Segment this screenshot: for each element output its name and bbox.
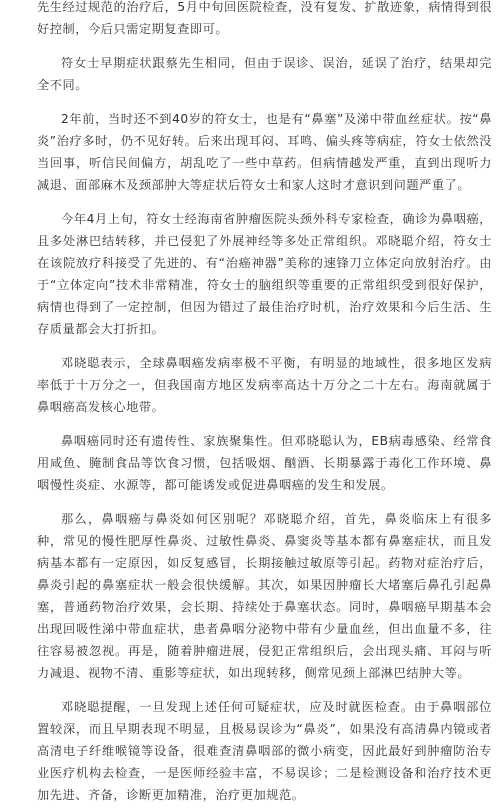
article-paragraph: 鼻咽癌同时还有遗传性、家族聚集性。但邓晓聪认为，EB病毒感染、经常食用咸鱼、腌制食品等饮食习惯，包括吸烟、酗酒、长期暴露于毒化工作环境、鼻咽慢性炎症、水源等，都可能诱发或促进鼻咽癌的发生和发展。 bbox=[37, 434, 492, 492]
article-paragraph: 邓晓聪表示，全球鼻咽癌发病率极不平衡，有明显的地域性，很多地区发病率低于十万分之一，但我国南方地区发病率高达十万分之二十左右。海南就属于鼻咽癌高发核心地带。 bbox=[37, 356, 492, 414]
article-paragraph: 先生经过规范的治疗后，5月中旬回医院检查，没有复发、扩散迹象，病情得到很好控制，今后只需定期复查即可。 bbox=[37, 0, 492, 36]
article-paragraph: 邓晓聪提醒，一旦发现上述任何可疑症状，应及时就医检查。由于鼻咽部位置较深，而且早期表现不明显，且极易误诊为“鼻炎”，如果没有高清鼻内镜或者高清电子纤维喉镜等设备，很难查清鼻咽部的微小病变，因此最好到肿瘤防治专业医疗机构去检查，一是医师经验丰富，不易误诊；二是检测设备和治疗技术更加先进、齐备，诊断更加精准，治疗更加规范。 bbox=[37, 700, 492, 802]
article-paragraph: 那么，鼻咽癌与鼻炎如何区别呢？邓晓聪介绍，首先，鼻炎临床上有很多种，常见的慢性肥厚性鼻炎、过敏性鼻炎、鼻窦炎等基本都有鼻塞症状，而且发病基本都有一定原因，如反复感冒，长期接触过敏原等引起。药物对症治疗后，鼻炎引起的鼻塞症状一般会很快缓解。其次，如果因肿瘤长大堵塞后鼻孔引起鼻塞，普通药物治疗效果，会长期、持续处于鼻塞状态。同时，鼻咽癌早期基本会出现回吸性涕中带血症状，患者鼻咽分泌物中带有少量血丝，但出血量不多，往往容易被忽视。再是，随着肿瘤进展，侵犯正常组织后，会出现头痛、耳闷与听力减退、视物不清、重影等症状，如出现转移，侧常见颈上部淋巴结肿大等。 bbox=[37, 512, 492, 680]
article-paragraph: 2年前，当时还不到40岁的符女士，也是有“鼻塞”及涕中带血丝症状。按“鼻炎”治疗多时，仍不见好转。后来出现耳闷、耳鸣、偏头疼等病症，符女士依然没当回事，听信民间偏方，胡乱吃了一些中草药。但病情越发严重，直到出现听力减退、面部麻木及颈部肿大等症状后符女士和家人这时才意识到问题严重了。 bbox=[37, 112, 492, 192]
article-paragraph: 今年4月上旬，符女士经海南省肿瘤医院头颈外科专家检查，确诊为鼻咽癌，且多处淋巴结转移，并已侵犯了外展神经等多处正常组织。邓晓聪介绍，符女士在该院放疗科接受了先进的、有“治癌神器”美称的速锋刀立体定向放射治疗。由于“立体定向”技术非常精准，符女士的脑组织等重要的正常组织受到很好保护，病情也得到了一定控制，但因为错过了最佳治疗时机，治疗效果和今后生活、生存质量都会大打折扣。 bbox=[37, 212, 493, 336]
article-paragraph: 符女士早期症状跟蔡先生相同，但由于误诊、误治，延误了治疗，结果却完全不同。 bbox=[37, 56, 492, 92]
